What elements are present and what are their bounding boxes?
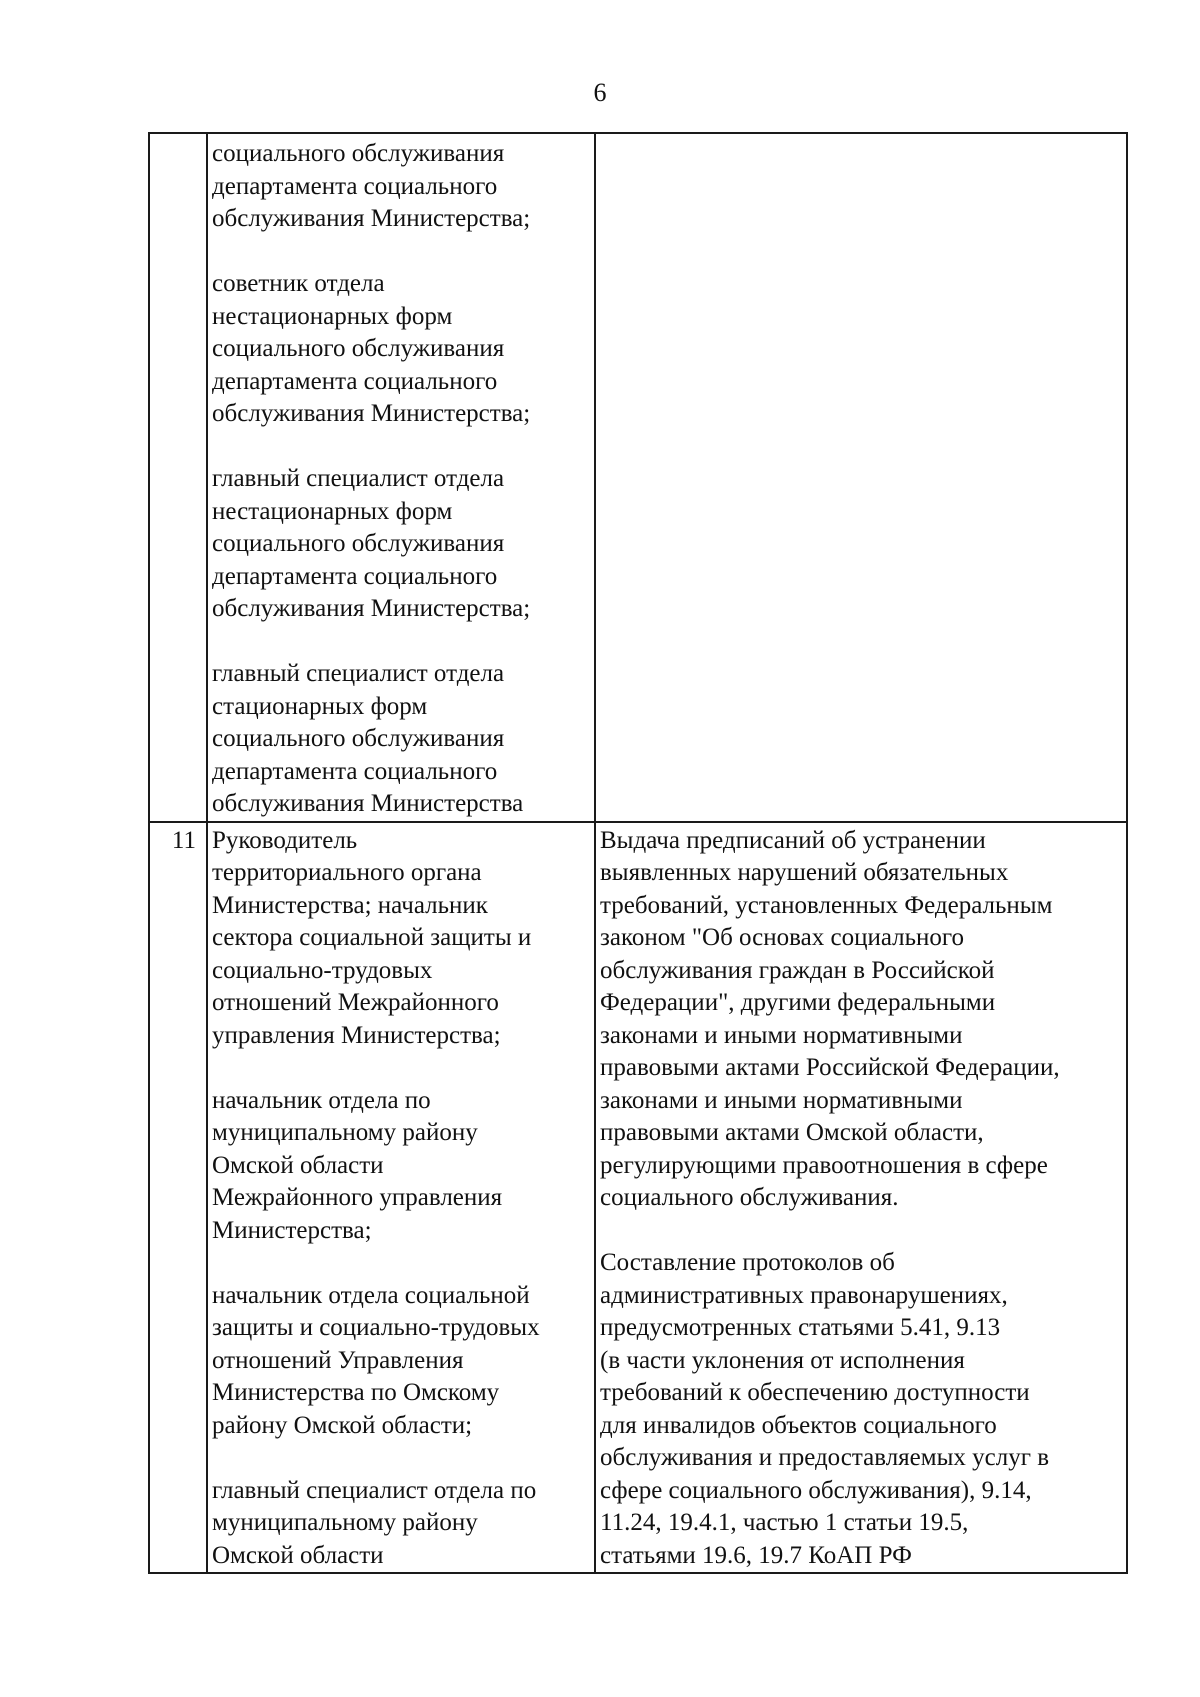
row-number-cell: 11 [149,822,207,1574]
officials-table [148,132,1128,1574]
position-entry: главный специалист отдела по муниципальному району Омской области [212,1476,537,1569]
table-row [149,133,1127,822]
row-number-cell [149,133,207,822]
page-number: 6 [593,78,607,107]
position-entry: начальник отдела социальной защиты и социально-трудовых отношений Управления Министерства по Омскому району Омской области; [212,1281,540,1439]
position-entry: главный специалист отдела нестационарных форм социального обслуживания департамента социального обслуживания Министерства; [212,465,531,622]
power-entry: Составление протоколов об административных правонарушениях, предусмотренных статьями 5.41, 9.13 (в части уклонения от исполнения требований к обеспечению доступности для инвалидов объектов социального обслуживания и предоставляемых услуг в сфере социального обслуживания), 9.14, 11.24, 19.4.1, частью 1 статьи 19.5, статьями 19.6, 19.7 КоАП РФ [600,1249,1050,1569]
position-entry: начальник отдела по муниципальному району Омской области Межрайонного управления Министерства; [212,1086,503,1244]
powers-cell [595,133,1127,822]
power-entry: Выдача предписаний об устранении выявленных нарушений обязательных требований, установленных Федеральным законом "Об основах социального обслуживания граждан в Российской Федерации", другими федеральными законами и иными нормативными правовыми актами Российской Федерации, законами и иными нормативными правовыми актами Омской области, регулирующими правоотношения в сфере социального обслуживания. [600,826,1060,1211]
position-entry: социального обслуживания департамента социального обслуживания Министерства; [212,140,531,232]
table-row [149,822,1127,1574]
positions-cell [207,822,595,1574]
positions-cell [207,133,595,822]
position-entry: Руководитель территориального органа Министерства; начальник сектора социальной защиты и социально-трудовых отношений Межрайонного управления Министерства; [212,826,532,1049]
position-entry: главный специалист отдела стационарных форм социального обслуживания департамента социального обслуживания Министерства [212,660,524,817]
position-entry: советник отдела нестационарных форм социального обслуживания департамента социального обслуживания Министерства; [212,270,531,427]
powers-cell [595,822,1127,1574]
